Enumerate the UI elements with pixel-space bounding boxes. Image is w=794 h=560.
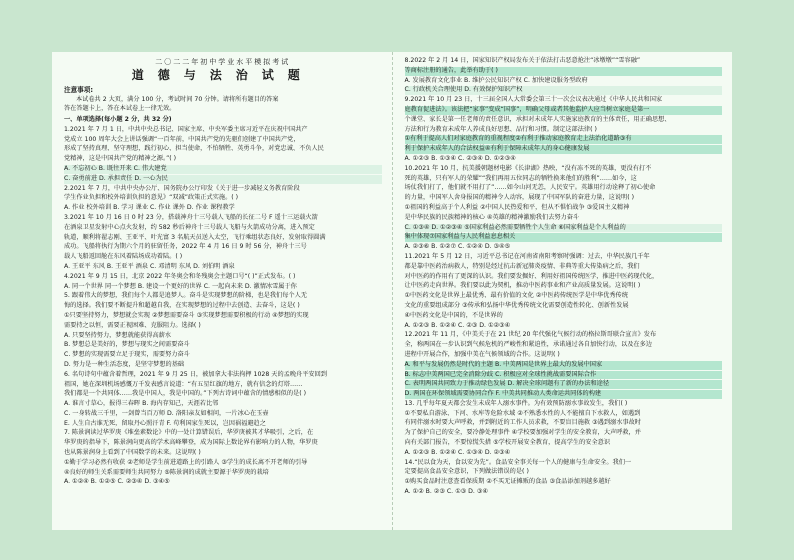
question-line: ④中医药文化是中国的，不是世界的 <box>404 311 503 319</box>
question-line: 华罗庚的指导下，陈景润向更高的学术高峰攀登，成为国际上数论界有影响力的人物，华罗庚 <box>64 439 318 447</box>
question-line: 集中体现⑦国家利益与人民利益息息相关 <box>405 233 723 242</box>
question-line: 成功。飞船将执行为期六个月的驻留任务，2022 年 4 月 16 日 9 时 56 分，神舟十三号 <box>64 243 307 251</box>
question-line: D. 两国在环保领域需要协同合作 F. 中美共同推动人类命运共同体的构建 <box>405 390 723 399</box>
question-line: A. 谁言寸草心，报得三春晖 B. 海内存知己，天涯若比邻 <box>64 400 219 408</box>
question-line: A. 不忘初心 B. 既往开来 C. 伟大建党 <box>64 165 382 174</box>
question-line: 形成了坚持真理、坚守理想，践行初心、担当使命，不怕牺牲、英勇斗争，对党忠诚、不负人民 <box>64 145 324 153</box>
question-line: 悔的选择。我们要不断提升和超越自我，在实现梦想的过程中去创造、去奋斗，这是( ) <box>64 302 300 310</box>
question-line: A. ②③⑥ B. ①②⑦ C. ①②④ D. ③④⑤ <box>404 243 511 251</box>
question-line: 的力量，中国军人舍身报国的精神令人动容，展现了中国军队的奋进力量，这说明( ) <box>404 194 635 202</box>
question-line: 等商标注册的通告，此举有助于( ) <box>405 67 723 76</box>
question-line: 3.2021 年 10 月 16 日 0 时 23 分，搭载神舟十三号载人飞船的长征二号 F 遥十三运载火箭 <box>64 213 318 221</box>
question-line: 9.2021 年 10 月 23 日，十三届全国人大常委会第三十一次会议表决通过《中华人民共和国家 <box>404 96 663 104</box>
section-heading: 一、单项选择(每小题 2 分，共 32 分) <box>64 115 172 123</box>
question-line: ①不要私自游泳、下河、水库等危险水域 ②不熟悉水性的人不能擅自下水救人，如遇到 <box>404 409 641 417</box>
question-line: A. 作业 校外培训 B. 学习 课业 C. 作业 课外 D. 作业 课程教学 <box>64 204 235 212</box>
question-line: 为了保护自己的安全，要冷静处理事件 ④学校要加强对学生的安全教育，大声呼救，并 <box>404 429 641 437</box>
question-line: A. 同一个世界 同一个梦想 B. 建设一个更好的世界 C. 一起向未来 D. 激情冰雪属于你 <box>64 282 297 290</box>
question-line: 进程中开展合作，加强中美在气候领域的合作。这说明( ) <box>404 350 560 358</box>
question-line: 个课堂、家长是第一任老师的责任意识，承担对未成年人实施家庭教育的主体责任，用正确思想、 <box>404 115 671 123</box>
question-line: A. ①② B. ②③ C. ①③ D. ③④ <box>404 488 488 496</box>
right-column <box>393 52 733 530</box>
notice-line: 本试卷共 2 大页，满分 100 分，考试时间 70 分钟。请将所有题目的答案 <box>76 96 279 104</box>
question-line: 13. 几乎每年夏天都会发生未成年人溺水事件。为有效预防溺水事故发生，我们( ) <box>404 399 628 407</box>
left-questions <box>64 126 382 487</box>
question-line: C. 奋勇前进 D. 承担责任 D. 一心为民 <box>64 175 382 184</box>
question-line: ①中医药文化是世界上最优秀、最有价值的文化 ②中医药传统医学是中华优秀传统 <box>404 292 628 300</box>
question-line: 8.2022 年 2 月 14 日，国家知识产权局发布关于依法打击恶意抢注“冰墩墩”“雪容融” <box>404 57 641 64</box>
question-line: 学生作业负担和校外培训负担的意见》“双减”政策正式实施。( ) <box>64 194 239 202</box>
question-line: 场仗我们打了，他们就不用打了”……如今山河无恙，人民安宁。英雄用行动诠释了初心使命 <box>404 184 656 192</box>
question-line: C. 一身转战三千里，一剑曾当百万师 D. 洛阳亲友如相问，一片冰心在玉壶 <box>64 409 269 417</box>
question-line: 也从陈景润身上看到了中国数学的未来。这说明( ) <box>64 449 201 457</box>
question-line: 死的英雄，只有军人的荣耀”“我们再用五位同志的牺牲换来他们的胜利”……如今，这 <box>404 174 637 182</box>
question-line: A. 只要坚持努力，梦想就能获得高薪水 <box>64 331 172 339</box>
right-questions <box>405 57 723 497</box>
question-line: D. 努力是一种生活态度，是坚守梦想的基础 <box>64 360 185 368</box>
question-line: 5. 跟着伟大的梦想，我们每个人都是追梦人。奋斗是实现梦想的阶梯，也是我们每个人无 <box>64 292 307 300</box>
exam-subtitle: 二〇二二年初中学业水平模拟考试 <box>155 58 291 66</box>
question-line: 有同伴溺水时要大声呼救，并到附近的工作人员求救，不要盲目施救 ③遇到溺水事故时 <box>404 419 641 427</box>
question-line: 4.2021 年 9 月 15 日，北京 2022 年冬奥会和冬残奥会主题口号“( )”正式发布。( ) <box>64 272 296 280</box>
question-line: 方法和行为教育未成年人养成良好思想、品行和习惯。制定这部法律( ) <box>404 125 597 133</box>
question-line: ①祖国的利益高于个人利益 ②中国人民热爱和平，但从不惧怕战争 ③爱国主义精神 <box>404 203 630 211</box>
question-line: 6. 名句诗句中蕴含着哲理，2021 年 9 月 25 日，被加拿大非法拘押 1028 天的孟晚舟平安回到 <box>64 370 327 378</box>
question-line: 载人飞船返回舱在东风着陆场成功着陆。( ) <box>64 253 183 261</box>
question-line: A. ①②③ B. ①③④ C. ②③④ D. ①②③④ <box>404 154 516 162</box>
question-line: 利于保护未成年人的合法权益④有利于保障未成年人的身心健康发展 <box>405 145 723 154</box>
question-line: A. ①②③ B. ①②④ C. ①③④ D. ②③④ <box>404 448 511 456</box>
question-line: E. 人生自古谁无死，留取丹心照汗青 F. 苟利国家生死以，岂因祸福避趋之 <box>64 419 266 427</box>
question-line: 10.2021 年 10 月，抗美援朝题材电影《长津湖》热映，“没有冻不死的英雄，更没有打不 <box>404 164 652 172</box>
question-line: ①有利于提高人们对家庭教育的重视程度②有利于推动家庭教育走上法治化道路③有 <box>405 135 723 144</box>
question-line: 我们都是一个共同体……我是中国人，我是中国的。”下列古诗词中蕴含的情感相似的是( ) <box>64 390 307 398</box>
question-line: 都是靠中医药治病救人，特别是经过抗击新冠肺炎疫情、非典等重大传染病之后，我们 <box>404 262 640 270</box>
question-line: ①勤于学习必然有收获 ②老师是学生前进道路上的引路人 ③学生的成长离不开老师的引导 <box>64 458 308 466</box>
question-line: 对中医药的作用有了更深的认识。我们要发掘好、利用好祖国传统医学，推进中医药现代化， <box>404 272 659 280</box>
left-column <box>52 52 393 530</box>
question-line: 14.“民以食为天，食以安为先”。食品安全事关每一个人的健康与生命安全。我们一 <box>404 458 632 466</box>
question-line: 党精神，这是中国共产党的精神之源。”( ) <box>64 155 177 163</box>
question-line: 需要持之以恒，需要正视困难、克服阻力。选择( ) <box>64 321 201 329</box>
question-line: 祖国，她在深圳机场感慨万千发表感言说道：“有五星红旗的地方，就有信念的灯塔…… <box>64 380 303 388</box>
question-line: 是中华民族的民族精神的核心 ④英雄的精神激励我们去努力奋斗 <box>404 213 580 221</box>
question-line: B. 梦想总是美好的，梦想与现实之间需要奋斗 <box>64 341 190 349</box>
exam-title: 道德与法治试题 <box>131 67 314 82</box>
question-line: C. ①③④ D. ①②③④ ⑤国家利益必然需要牺牲个人生命 ⑥国家利益是个人利益的 <box>405 224 723 233</box>
question-line: ④良好的师生关系需要师生共同努力 ⑤陈景润的成就主要源于华罗庚的栽培 <box>64 468 269 476</box>
question-line: 全，称两国在一步认识到气候危机的严峻性和紧迫性，承诺通过各自加快行动，以及在多边 <box>404 341 652 349</box>
notice-heading: 注意事项: <box>64 85 94 94</box>
question-line: A. ①②④ B. ①②⑤ C. ②③④ D. ③④⑤ <box>64 478 170 486</box>
question-line: 文化的重要组成部分 ③传承和弘扬中华优秀传统文化需要创造性转化、创新性发展 <box>404 301 629 309</box>
question-line: ①只要坚持努力，梦想就会实现 ②梦想需要奋斗 ③实现梦想需要积极的行动 ④梦想的实现 <box>64 311 309 319</box>
question-line: ①购买食品时注意查看保质期 ②不买无证摊贩的食品 ③食品添加剂越多越好 <box>404 478 611 486</box>
question-line: 轨道，顺利将翟志刚、王亚平、叶光富 3 名航天员送入太空，飞行乘组状态良好，发射取得圆满 <box>64 233 326 241</box>
question-line: 让中医药走向世界。我们要以此为契机，推动中医药事业和产业高质量发展。这说明( ) <box>404 282 641 290</box>
question-line: 2.2021 年 7 月，中共中央办公厅、国务院办公厅印发《关于进一步减轻义务教育阶段 <box>64 184 300 192</box>
question-line: B. 标志中美两国已完全消除分歧 C. 积极应对全球性挑战需要国际合作 <box>405 371 723 380</box>
question-line: C. 表明两国共同致力于推动绿色发展 D. 解决全球问题有了新的办法和途径 <box>405 380 723 389</box>
notice-line: 答在答题卡上，答在本试卷上一律无效。 <box>64 105 176 113</box>
question-line: 1.2021 年 7 月 1 日，中共中央总书记、国家主席、中央军委主席习近平在庆祝中国共产 <box>64 125 308 133</box>
question-line: A. 发展教育文化事业 B. 维护公民知识产权 C. 加快建设服务型政府 <box>404 76 588 84</box>
question-line: 党成立 100 周年大会上讲话强调“一百年前，中国共产党的先驱们创建了中国共产党， <box>64 135 300 143</box>
question-line: 11.2021 年 5 月 12 日，习近平总书记在河南省南阳考察时强调：过去，中华民族几千年 <box>404 252 650 260</box>
exam-sheet <box>52 52 732 530</box>
question-line: A. 和平与发展仍然是时代的主题 B. 中美两国是世界上最大的发展中国家 <box>405 361 723 370</box>
question-line: A. 王亚平 东风 B. 王亚平 酒泉 C. 邓清明 东风 D. 刘伯明 酒泉 <box>64 262 235 270</box>
question-line: 12.2021 年 11 月，《中美关于在 21 世纪 20 年代强化气候行动的格拉斯哥联合宣言》发布 <box>404 331 657 339</box>
question-line: C. 梦想的实现需要立足于现实，需要努力奋斗 <box>64 351 190 359</box>
question-line: 7. 陈景润读过华罗庚《堆垒素数论》中的一处计算错误后，华罗庚被其才华吸引，之后，在 <box>64 429 314 437</box>
question-line: 向有关部门报告，不要惊慌失措 ⑤学校开展安全教育，提高学生的安全意识 <box>404 439 611 447</box>
question-line: A. ①②③ B. ①②④ C. ②③ D. ①②③④ <box>404 321 511 329</box>
question-line: 定要提高食品安全意识，下列做法错误的是( ) <box>404 468 529 476</box>
question-line: C. 行政机关合理使用 D. 有效保护知识产权 <box>405 86 723 95</box>
question-line: 庭教育促进法》。该法把“家事”变成“国事”，明确父母或者其他监护人应当树立家庭是第一 <box>405 106 723 115</box>
question-line: 在酒泉卫星发射中心点火发射，约 582 秒后神舟十三号载人飞船与火箭成功分离，进入预定 <box>64 223 315 231</box>
